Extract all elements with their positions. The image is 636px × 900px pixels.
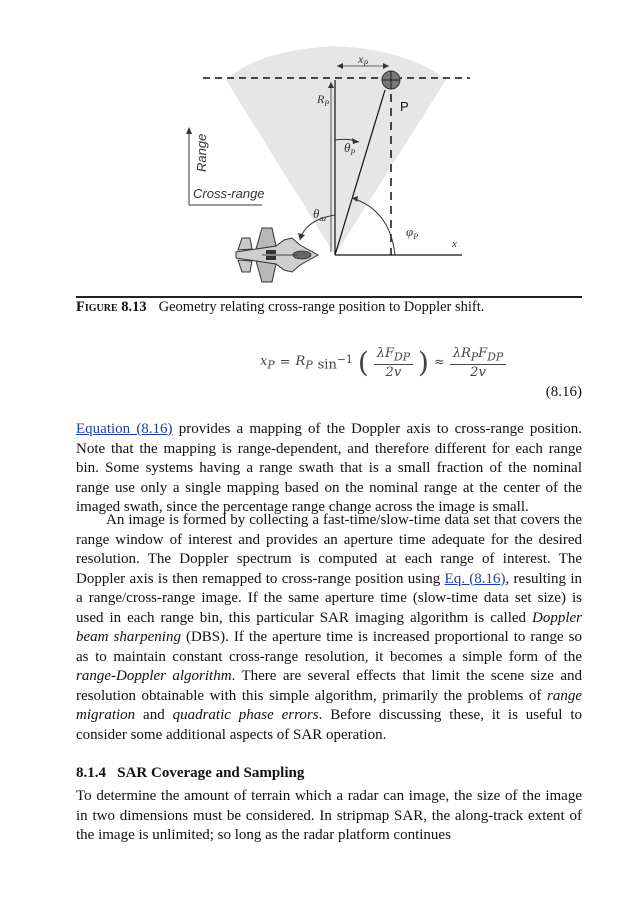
aircraft-icon: [236, 228, 318, 282]
caption-text: Geometry relating cross-range position to Doppler shift.: [158, 299, 485, 315]
paragraph-2: An image is formed by collecting a fast-time/slow-time data set that covers the range window of interest and provides an aperture time adequate for the desired resolution. The Doppler spectrum is computed at each range of interest. The Doppler axis is then remapped to cross-range position using Eq. (8.16), resulting in a range/cross-range image. If the same aperture time (slow-time data set size) is used in each range bin, this particular SAR imaging algorithm is called Doppler beam sharpening (DBS). If the aperture time is increased proportional to range so as to maintain constant cross-range resolution, it becomes a simple form of the range-Doppler algorithm. There are several effects that limit the scene size and resolution obtainable with this simple algorithm, primarily the problems of range migration and quadratic phase errors. Before discussing these, it is useful to consider some additional aspects of SAR operation.: [76, 512, 582, 743]
equation-8-16: [260, 346, 506, 380]
equation-number: (8.16): [545, 384, 582, 400]
paragraph-3: To determine the amount of terrain which a radar can image, the size of the image in two dimensions must be considered. In stripmap SAR, the along-track extent of the image is unlimited; so long as the radar platform continues: [76, 788, 582, 843]
figure-caption: [76, 299, 484, 316]
eq-fraction-2: $\frac{\lambda R_PF_{DP}}{2v}$: [450, 346, 506, 380]
cross-range-label: Cross-range: [193, 186, 265, 201]
eq-paren-open: (: [357, 345, 369, 379]
theta-az-label: $\theta_{az}$: [313, 206, 327, 223]
eq-fraction-1: $\frac{\lambda F_{DP}}{2v}$: [374, 346, 413, 380]
eq-func: $\sin^{-1}$: [317, 353, 353, 373]
term-range-doppler: range-Doppler algorithm: [76, 668, 232, 684]
term-range-migration: range migration: [76, 687, 582, 723]
paragraph-1: [76, 420, 582, 518]
term-quadratic-phase: quadratic phase errors: [172, 707, 319, 723]
figure-rule: [76, 296, 582, 298]
rp-label: $R_P$: [317, 92, 330, 108]
eq-lhs: $x_P$: [260, 354, 275, 372]
xp-label: $x_P$: [358, 52, 369, 68]
p-label: P: [400, 99, 409, 114]
phi-p-label: $\varphi_P$: [406, 224, 419, 241]
section-heading: 8.1.4 SAR Coverage and Sampling: [76, 765, 305, 781]
geometry-figure: [0, 0, 636, 300]
eq-r: $R_P$: [295, 354, 313, 372]
term-dbs: Doppler beam sharpening: [76, 609, 582, 645]
eq-link[interactable]: Eq. (8.16): [444, 570, 506, 587]
figure-label: Figure 8.13: [76, 299, 147, 315]
eq-approx: ≈: [433, 355, 445, 371]
eq-equals: =: [279, 355, 291, 371]
theta-p-label: $\theta_P$: [344, 140, 356, 157]
eq-paren-close: ): [417, 345, 429, 379]
equation-link[interactable]: Equation (8.16): [76, 421, 173, 437]
para1-text: provides a mapping of the Doppler axis to cross-range position. Note that the mapping is range-dependent, and therefore different for each range bin. Some systems having a range swath that is a small fraction of the nominal range use only a single mapping based on the nominal range at the center of the imaged swath, since the percentage range change across the image is small.: [76, 421, 582, 515]
x-axis-label: x: [452, 238, 457, 250]
range-label: Range: [194, 133, 209, 172]
range-axis-arrow: [186, 127, 192, 134]
